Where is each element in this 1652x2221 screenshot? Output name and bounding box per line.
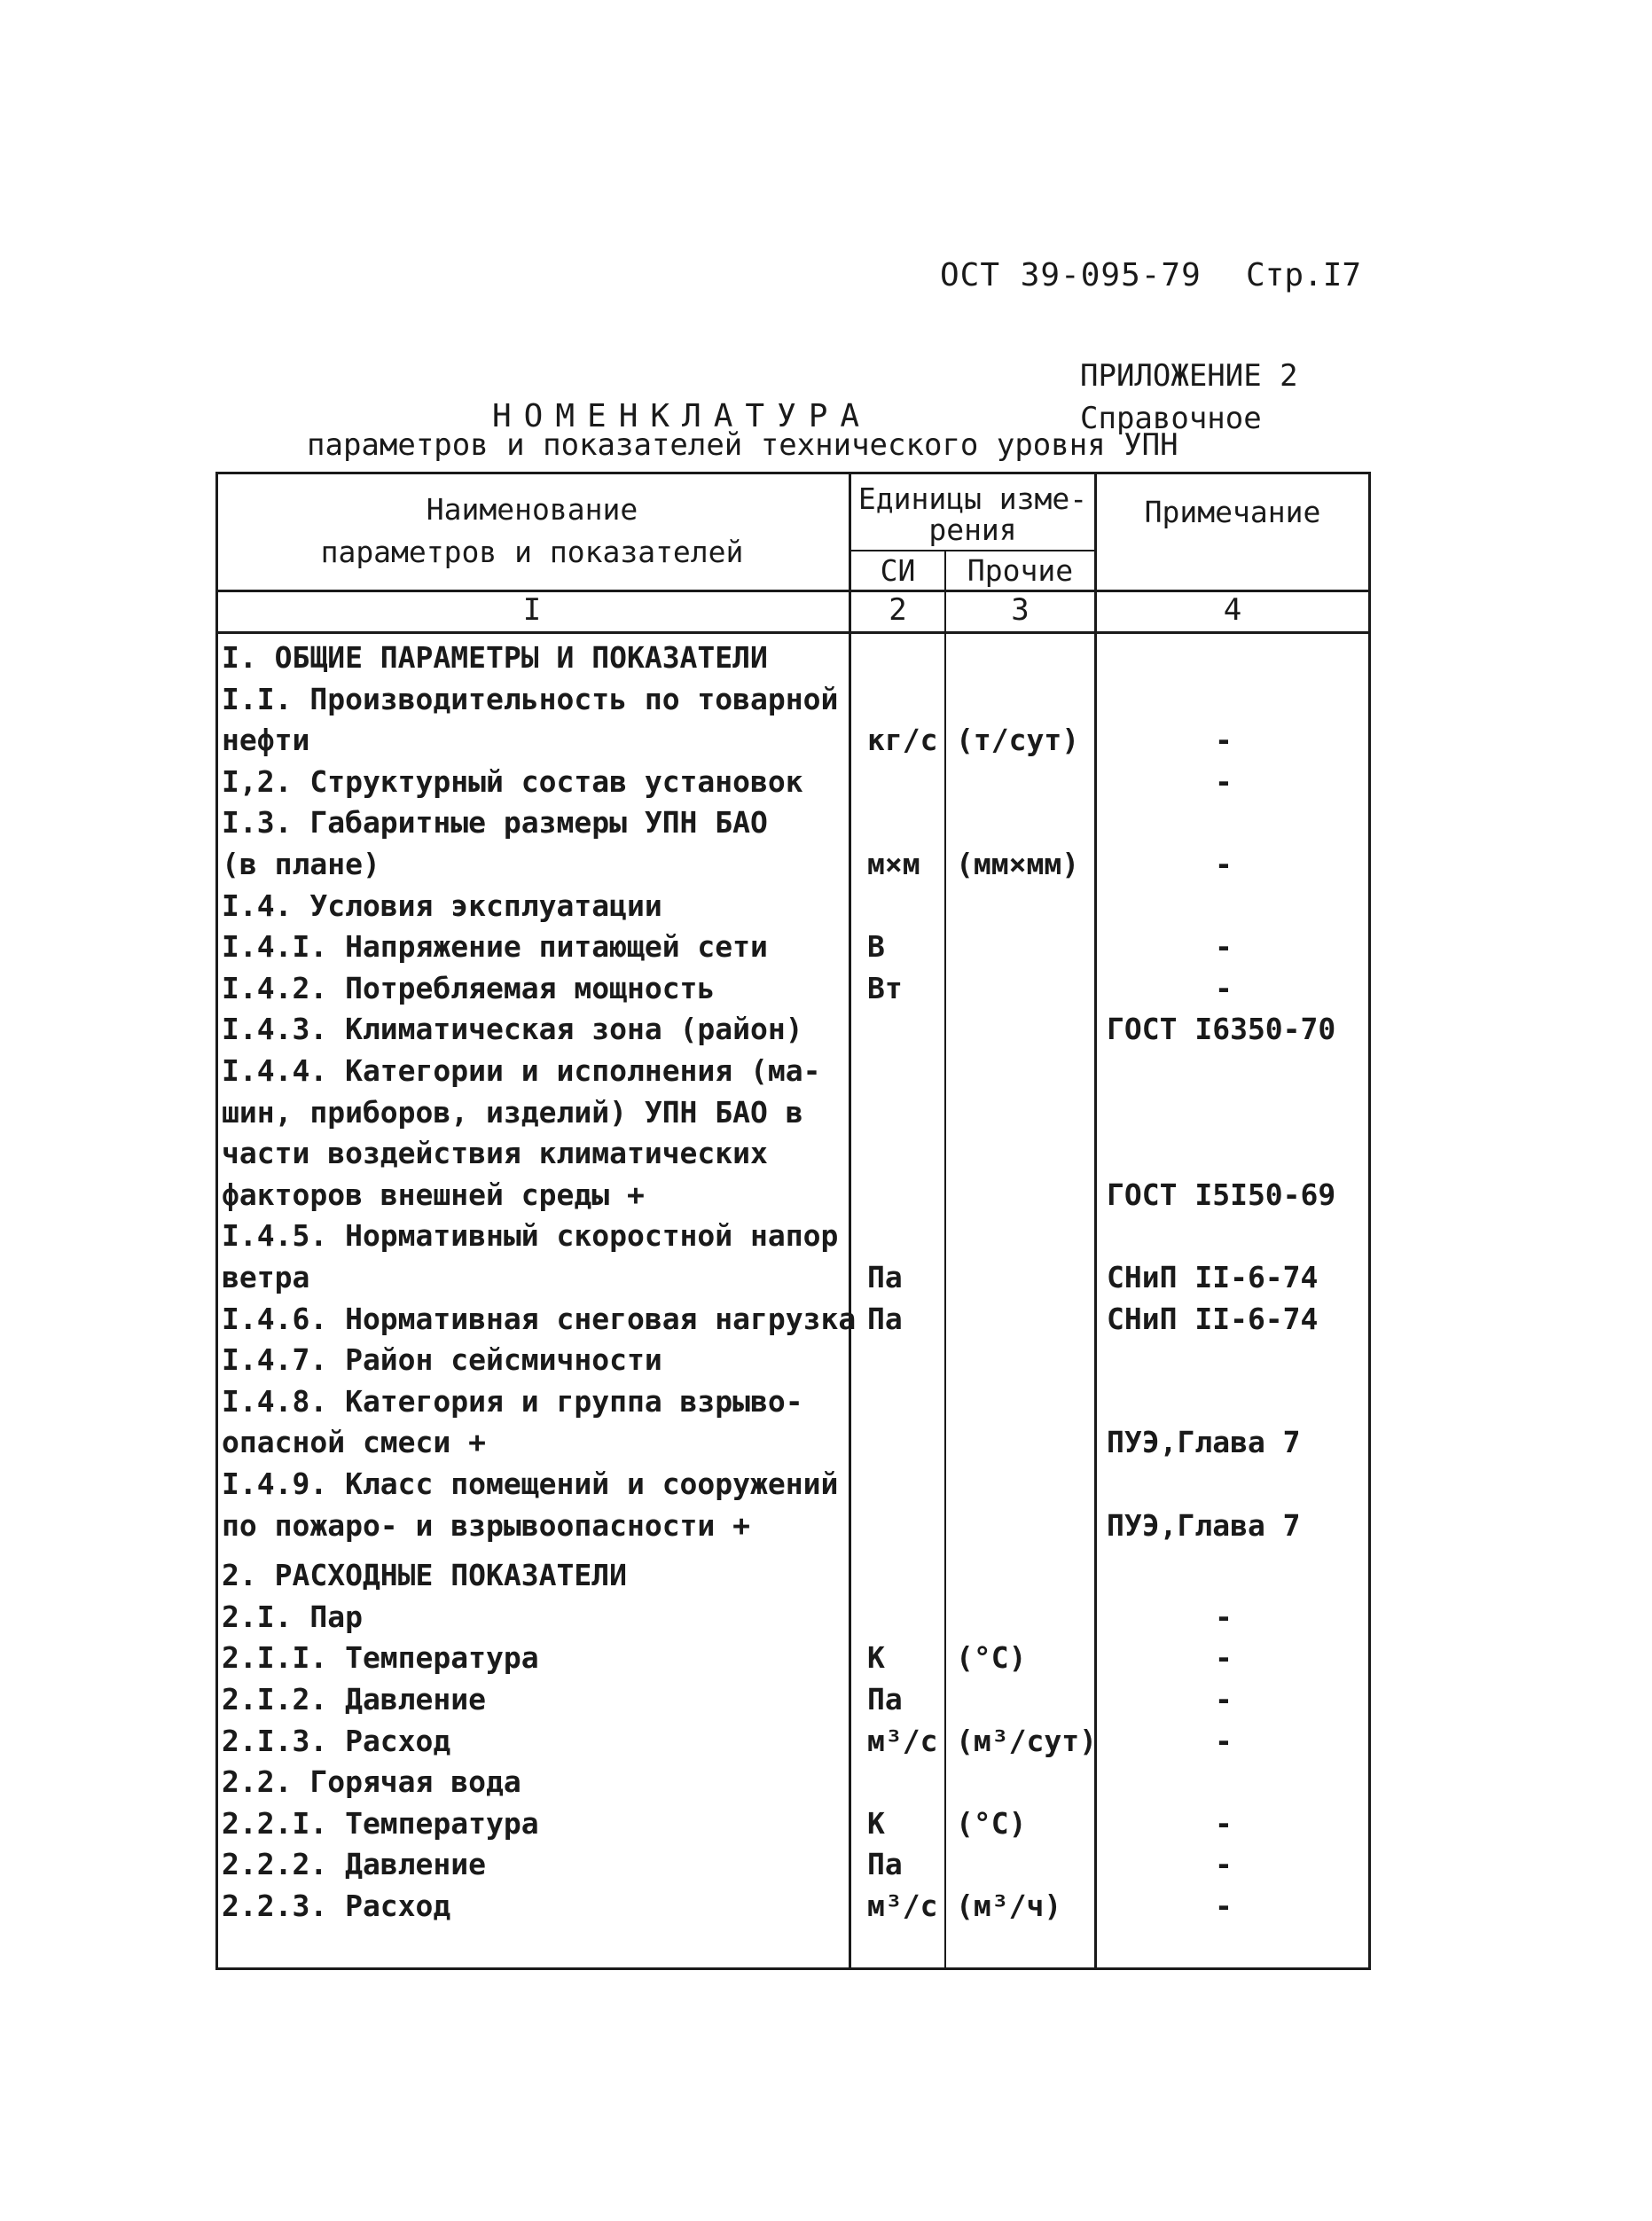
header-units-line1: Единицы изме- xyxy=(857,481,1088,516)
table-cell-note: - xyxy=(1215,1806,1233,1841)
table-cell-si-unit: В xyxy=(867,929,885,964)
table-cell-note: - xyxy=(1215,1847,1233,1881)
table-row-name: опасной смеси + xyxy=(222,1425,487,1459)
table-cell-si-unit: Вт xyxy=(867,971,903,1005)
table-row-name: I.4. Условия эксплуатации xyxy=(222,888,662,923)
table-row-name: по пожаро- и взрывоопасности + xyxy=(222,1508,751,1543)
document-subtitle: параметров и показателей технического уровня УПН xyxy=(307,427,1178,463)
table-row-name: I.4.I. Напряжение питающей сети xyxy=(222,929,768,964)
table-row-name: I.4.2. Потребляемая мощность xyxy=(222,971,716,1005)
table-row-name: 2.2.I. Температура xyxy=(222,1806,539,1841)
table-cell-note: ПУЭ,Глава 7 xyxy=(1107,1425,1301,1459)
table-border-top xyxy=(215,472,1371,474)
header-name-line1: Наименование xyxy=(426,492,638,527)
table-cell-other-unit: (м³/ч) xyxy=(956,1889,1062,1923)
table-row-name: 2. РАСХОДНЫЕ ПОКАЗАТЕЛИ xyxy=(222,1558,627,1592)
table-row-name: шин, приборов, изделий) УПН БАО в xyxy=(222,1095,803,1130)
table-cell-note: - xyxy=(1215,1889,1233,1923)
column-number-2: 2 xyxy=(889,592,907,628)
header-note: Примечание xyxy=(1144,495,1321,529)
table-cell-note: ПУЭ,Глава 7 xyxy=(1107,1508,1301,1543)
table-cell-note: - xyxy=(1215,929,1233,964)
table-cell-note: ГОСТ I5I50-69 xyxy=(1107,1177,1336,1212)
column-number-3: 3 xyxy=(1011,592,1030,628)
table-row-name: 2.I.3. Расход xyxy=(222,1724,451,1758)
table-cell-si-unit: м³/с xyxy=(867,1724,938,1758)
table-row-name: факторов внешней среды + xyxy=(222,1177,645,1212)
page-number: Стр.I7 xyxy=(1246,257,1362,293)
table-row-name: ветра xyxy=(222,1260,310,1294)
appendix-type: Справочное xyxy=(1080,401,1262,436)
table-cell-si-unit: Па xyxy=(867,1302,903,1336)
table-cell-si-unit: Па xyxy=(867,1682,903,1717)
table-cell-note: - xyxy=(1215,723,1233,757)
table-border-left xyxy=(215,472,218,1970)
table-row-name: 2.2.3. Расход xyxy=(222,1889,451,1923)
table-row-name: I.4.3. Климатическая зона (район) xyxy=(222,1012,803,1046)
col-divider-2 xyxy=(944,550,946,1970)
column-number-line xyxy=(215,631,1371,634)
table-cell-si-unit: м³/с xyxy=(867,1889,938,1923)
table-row-name: I.4.4. Категории и исполнения (ма- xyxy=(222,1053,821,1088)
table-cell-note: - xyxy=(1215,1640,1233,1675)
table-row-name: I.4.5. Нормативный скоростной напор xyxy=(222,1218,839,1253)
table-cell-note: СНиП II-6-74 xyxy=(1107,1302,1319,1336)
table-row-name: 2.I.2. Давление xyxy=(222,1682,487,1717)
table-cell-other-unit: (мм×мм) xyxy=(956,847,1080,881)
table-cell-other-unit: (м³/сут) xyxy=(956,1724,1097,1758)
table-cell-note: СНиП II-6-74 xyxy=(1107,1260,1319,1294)
column-number-1: I xyxy=(522,592,542,628)
table-row-name: I.I. Производительность по товарной xyxy=(222,682,839,716)
table-cell-si-unit: К xyxy=(867,1640,885,1675)
table-cell-note: - xyxy=(1215,764,1233,799)
table-row-name: 2.2. Горячая вода xyxy=(222,1764,521,1799)
table-cell-si-unit: кг/с xyxy=(867,723,938,757)
table-cell-si-unit: Па xyxy=(867,1260,903,1294)
column-number-4: 4 xyxy=(1223,592,1242,628)
header-name-line2: параметров и показателей xyxy=(320,535,744,569)
table-border-right xyxy=(1368,472,1371,1970)
header-si: СИ xyxy=(880,553,916,588)
table-row-name: 2.2.2. Давление xyxy=(222,1847,487,1881)
table-cell-note: - xyxy=(1215,1599,1233,1634)
table-row-name: (в плане) xyxy=(222,847,380,881)
standard-code: ОСТ 39-095-79 xyxy=(940,257,1202,293)
table-border-bottom xyxy=(215,1967,1371,1970)
table-row-name: I.4.6. Нормативная снеговая нагрузка xyxy=(222,1302,857,1336)
table-cell-other-unit: (°С) xyxy=(956,1806,1027,1841)
appendix-number: ПРИЛОЖЕНИЕ 2 xyxy=(1080,358,1298,394)
table-cell-si-unit: К xyxy=(867,1806,885,1841)
table-cell-other-unit: (т/сут) xyxy=(956,723,1080,757)
table-row-name: I.4.8. Категория и группа взрыво- xyxy=(222,1384,803,1419)
table-cell-note: - xyxy=(1215,847,1233,881)
table-row-name: I.3. Габаритные размеры УПН БАО xyxy=(222,805,768,840)
table-cell-note: - xyxy=(1215,971,1233,1005)
table-row-name: I,2. Структурный состав установок xyxy=(222,764,803,799)
table-row-name: I.4.7. Район сейсмичности xyxy=(222,1342,662,1377)
table-cell-si-unit: Па xyxy=(867,1847,903,1881)
table-cell-note: - xyxy=(1215,1682,1233,1717)
units-subheader-line xyxy=(849,550,1097,551)
table-row-name: 2.I.I. Температура xyxy=(222,1640,539,1675)
header-other: Прочие xyxy=(967,553,1074,588)
table-cell-note: ГОСТ I6350-70 xyxy=(1107,1012,1336,1046)
table-cell-si-unit: м×м xyxy=(867,847,920,881)
table-cell-other-unit: (°С) xyxy=(956,1640,1027,1675)
table-row-name: I.4.9. Класс помещений и сооружений xyxy=(222,1466,839,1501)
table-row-name: I. ОБЩИЕ ПАРАМЕТРЫ И ПОКАЗАТЕЛИ xyxy=(222,640,768,675)
document-title: НОМЕНКЛАТУРА xyxy=(492,398,873,434)
table-row-name: нефти xyxy=(222,723,310,757)
col-divider-1 xyxy=(849,472,851,1970)
table-row-name: части воздействия климатических xyxy=(222,1136,768,1170)
table-row-name: 2.I. Пар xyxy=(222,1599,363,1634)
table-cell-note: - xyxy=(1215,1724,1233,1758)
header-units-line2: рения xyxy=(928,512,1017,547)
